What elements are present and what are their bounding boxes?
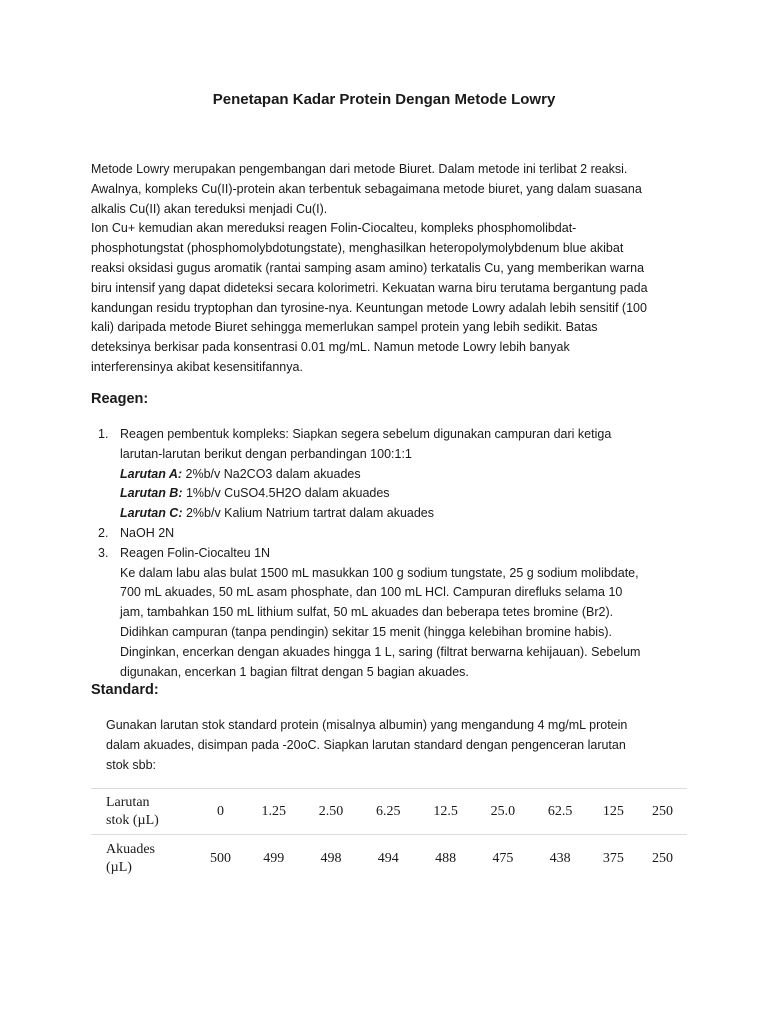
table-cell: 475 [492,851,514,866]
text-line: 700 mL akuades, 50 mL asam phosphate, dan 100 mL HCl. Campuran direfluks selama 10 [120,585,623,600]
label-line: stok (µL) [106,812,159,828]
dilution-table [91,788,687,883]
text-line: kali) daripada metode Biuret sehingga memerlukan sampel protein yang lebih sedikit. Batas [91,320,598,335]
table-cell: 488 [435,851,457,866]
table-cell: 6.25 [360,789,417,835]
solution-label: Larutan B: [120,486,183,501]
list-number: 3. [98,545,109,560]
text-line: phosphotungstat (phosphomolybdotungstate), menghasilkan heteropolymolybdenum blue akibat [91,241,624,256]
text-line: reaksi oksidasi gugus aromatik (rantai samping asam amino) terkatalis Cu, yang memberikan warna [91,260,645,275]
text-line: Awalnya, kompleks Cu(II)-protein akan terbentuk sebagaimana metode biuret, yang dalam suasana [91,181,642,196]
table-cell: 25.0 [474,789,531,835]
text-line: dalam akuades, disimpan pada -20oC. Siapkan larutan standard dengan pengenceran larutan [106,737,626,752]
solution-a [120,465,691,485]
text-line: larutan-larutan berikut dengan perbandingan 100:1:1 [120,446,412,461]
reagen-list [91,425,691,682]
standard-paragraph [106,716,676,775]
solution-text: 2%b/v Kalium Natrium tartrat dalam akuades [182,506,434,521]
label-line: (µL) [106,860,132,875]
table-cell: 499 [263,851,285,866]
table-cell: 12.5 [417,789,474,835]
table-row [91,835,687,884]
table-cell: 125 [589,789,638,835]
solution-text: 2%b/v Na2CO3 dalam akuades [182,466,361,481]
text-line: kandungan residu tryptophan dan tyrosine-nya. Keuntungan metode Lowry adalah lebih sensitif (100 [91,300,647,315]
label-line: Akuades [106,842,155,857]
intro-paragraph-1 [91,160,691,219]
text-line: digunakan, encerkan 1 bagian filtrat dengan 5 bagian akuades. [120,664,469,679]
list-number: 1. [98,427,109,441]
text-line: Reagen Folin-Ciocalteu 1N [120,545,271,560]
table-cell: 498 [320,851,342,866]
text-line: jam, tambahkan 150 mL lithium sulfat, 50 mL akuades dan beberapa tetes bromine (Br2). [120,605,614,620]
solution-b [120,484,691,504]
text-line: stok sbb: [106,757,157,772]
page-title: Penetapan Kadar Protein Dengan Metode Lowry [212,91,556,108]
table-cell: 0 [196,789,245,835]
table-cell: 62.5 [532,789,589,835]
table-cell: 1.25 [245,789,302,835]
solution-text: 1%b/v CuSO4.5H2O dalam akuades [182,486,390,501]
text-line: alkalis Cu(II) akan tereduksi menjadi Cu(I). [91,201,328,216]
table-cell: 250 [638,789,687,835]
table-cell: 494 [377,851,399,866]
list-number: 2. [98,525,109,540]
text-line: Didihkan campuran (tanpa pendingin) sekitar 15 menit (hingga kelebihan bromine habis). [120,624,612,639]
text-line: Dinginkan, encerkan dengan akuades hingga 1 L, saring (filtrat berwarna kehijauan). Sebelum [120,644,641,659]
label-line: Larutan [106,794,150,810]
text-line: Ke dalam labu alas bulat 1500 mL masukkan 100 g sodium tungstate, 25 g sodium molibdate, [120,565,639,580]
table-cell: 250 [651,851,673,866]
table-cell: 375 [602,851,624,866]
text-line: Reagen pembentuk kompleks: Siapkan segera sebelum digunakan campuran dari ketiga [120,427,612,441]
table-row [91,789,687,835]
table-cell: 438 [549,851,571,866]
table-cell: 500 [210,851,232,866]
intro-paragraph-2 [91,219,691,377]
row-label [91,789,196,835]
standard-heading: Standard: [91,682,159,698]
text-line: NaOH 2N [120,525,175,540]
list-item [91,544,691,683]
row-label [91,835,196,884]
text-line: Metode Lowry merupakan pengembangan dari metode Biuret. Dalam metode ini terlibat 2 reaksi. [91,162,628,176]
solution-label: Larutan C: [120,506,183,521]
text-line: deteksinya berkisar pada konsentrasi 0.01 mg/mL. Namun metode Lowry lebih banyak [91,340,570,355]
list-item [91,425,691,524]
intro-section [91,160,691,378]
table-cell: 2.50 [302,789,359,835]
reagen-heading: Reagen: [91,391,149,407]
solution-c [120,504,691,524]
text-line: interferensinya akibat kesensitifannya. [91,359,303,374]
text-line: biru intensif yang dapat dideteksi secara kolorimetri. Kekuatan warna biru terutama bergantung pada [91,280,648,295]
list-item [91,524,691,544]
text-line: Gunakan larutan stok standard protein (misalnya albumin) yang mengandung 4 mg/mL protein [106,718,628,732]
text-line: Ion Cu+ kemudian akan mereduksi reagen Folin-Ciocalteu, kompleks phosphomolibdat- [91,221,577,236]
solution-label: Larutan A: [120,466,183,481]
